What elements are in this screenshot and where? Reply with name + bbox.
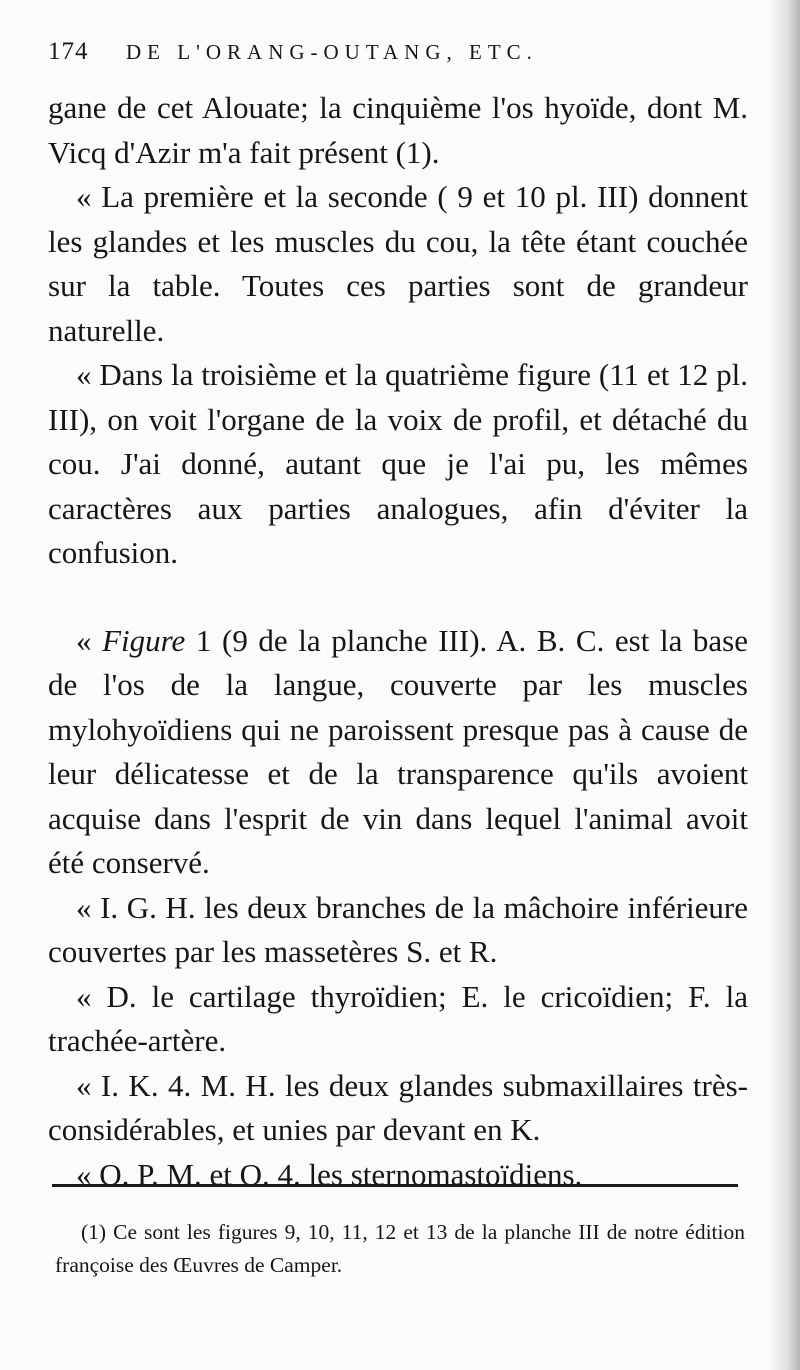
running-title: DE L'ORANG-OUTANG, ETC. xyxy=(126,40,538,64)
paragraph-figure-one: « Figure 1 (9 de la planche III). A. B. C. est la base de l'os de la langue, couverte par les muscles mylohyoïdiens qui ne paroissent presque pas à cause de leur délicatesse et de la transparence qu'ils avoient acquise dans l'esprit de vin dans lequel l'animal avoit été conservé. xyxy=(48,622,748,880)
page-content xyxy=(48,38,748,1197)
paragraph-continuation: gane de cet Alouate; la cinquième l'os hyoïde, dont M. Vicq d'Azir m'a fait présent (1). xyxy=(48,90,748,170)
footnote-rule xyxy=(52,1184,738,1187)
paragraph-figures-one-two: « La première et la seconde ( 9 et 10 pl. III) donnent les glandes et les muscles du cou, la tête étant couchée sur la table. Toutes ces parties sont de grandeur naturelle. xyxy=(48,179,748,348)
body-text xyxy=(48,86,748,1197)
figure-italic-word: Figure xyxy=(102,622,186,658)
paragraph-glands: « I. K. 4. M. H. les deux glandes submaxillaires très-considérables, et unies par devant en K. xyxy=(48,1067,748,1147)
page-edge-shadow xyxy=(770,0,800,1370)
page-number: 174 xyxy=(48,38,89,65)
paragraph-sternomastoids: « O. P. M. et O. 4. les sternomastoïdiens. xyxy=(76,1156,583,1192)
paragraph-cartilage: « D. le cartilage thyroïdien; E. le cricoïdien; F. la trachée-artère. xyxy=(48,978,748,1058)
running-header xyxy=(48,38,748,86)
paragraph-figures-three-four: « Dans la troisième et la quatrième figure (11 et 12 pl. III), on voit l'organe de la voix de profil, et détaché du cou. J'ai donné, autant que je l'ai pu, les mêmes caractères aux parties analogues, afin d'éviter la confusion. xyxy=(48,357,748,570)
paragraph-jaw-branches: « I. G. H. les deux branches de la mâchoire inférieure couvertes par les massetères S. et R. xyxy=(48,889,748,969)
footnote: (1) Ce sont les figures 9, 10, 11, 12 et 13 de la planche III de notre édition françoise des Œuvres de Camper. xyxy=(55,1220,745,1277)
